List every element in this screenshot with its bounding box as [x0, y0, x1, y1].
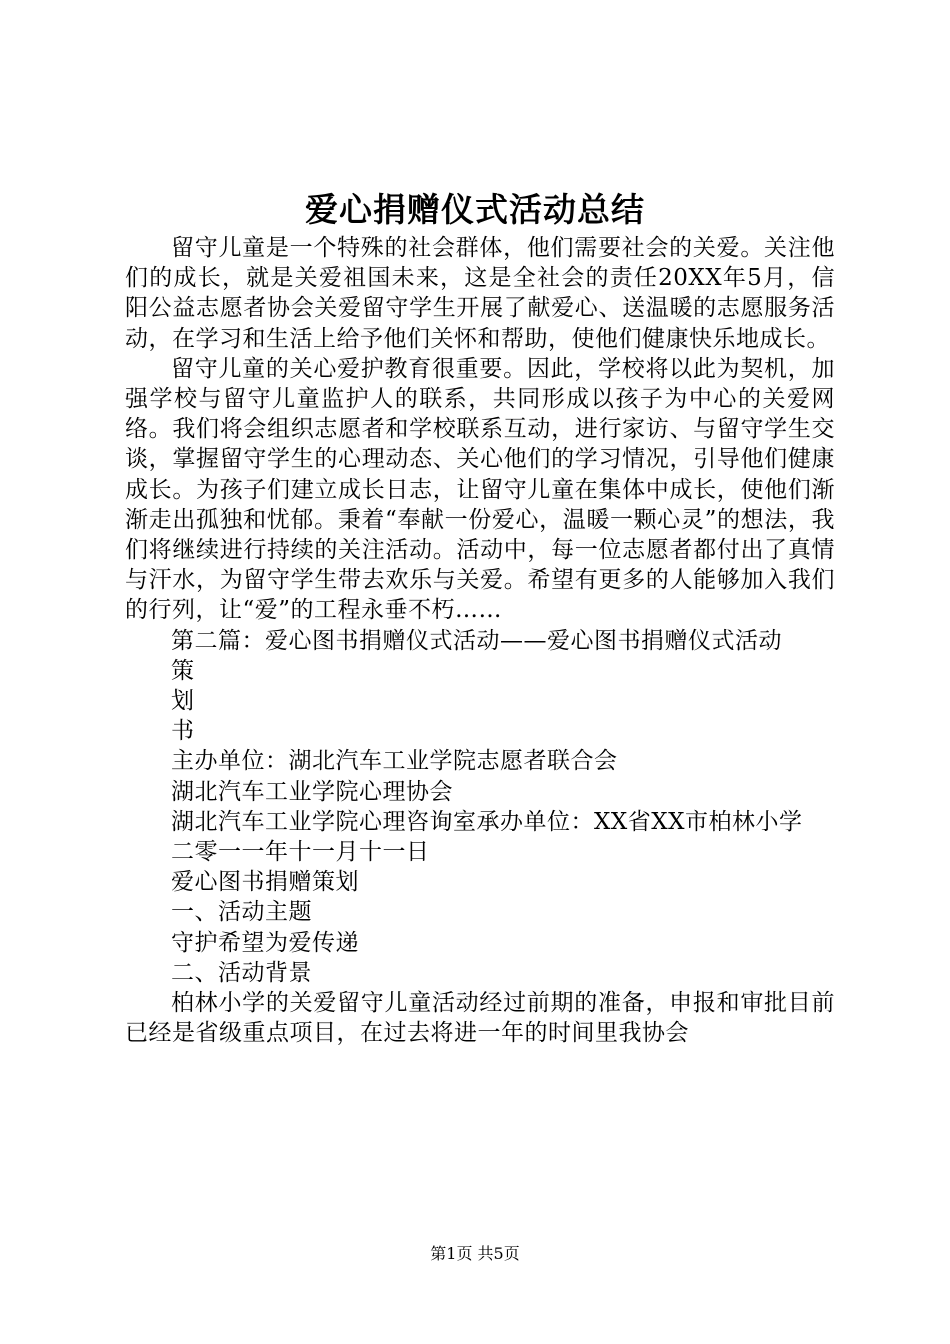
- paragraph-plan-char-2: 划: [171, 688, 195, 715]
- paragraph-care-education: 留守儿童的关心爱护教育很重要。因此，学校将以此为契机，加强学校与留守儿童监护人的联系，共同形成以孩子为中心的关爱网络。我们将会组织志愿者和学校联系互动，进行家访、与留守学生交谈，掌握留守学生的心理动态、关心他们的学习情况，引导他们健康成长。为孩子们建立成长日志，让留守儿童在集体中成长，使他们渐渐走出孤独和忧郁。秉着“奉献一份爱心，温暖一颗心灵”的想法，我们将继续进行持续的关注活动。活动中，每一位志愿者都付出了真情与汗水，为留守学生带去欢乐与关爱。希望有更多的人能够加入我们的行列，让“爱”的工程永垂不朽……: [125, 355, 835, 624]
- paragraph-theme-text: 守护希望为爱传递: [171, 929, 359, 956]
- paragraph-background-text: 柏林小学的关爱留守儿童活动经过前期的准备，申报和审批目前已经是省级重点项目，在过去将进一年的时间里我协会: [125, 990, 835, 1047]
- paragraph-plan-char-1: 策: [171, 657, 195, 684]
- paragraph-intro: 留守儿童是一个特殊的社会群体，他们需要社会的关爱。关注他们的成长，就是关爱祖国未来，这是全社会的责任20XX年5月，信阳公益志愿者协会关爱留守学生开展了献爱心、送温暖的志愿服务活动，在学习和生活上给予他们关怀和帮助，使他们健康快乐地成长。: [125, 235, 835, 352]
- document-body: [125, 233, 835, 1048]
- paragraph-organizer-unit: 湖北汽车工业学院心理咨询室承办单位：XX省XX市柏林小学: [171, 808, 803, 835]
- paragraph-date: 二零一一年十一月十一日: [171, 839, 430, 866]
- paragraph-section-theme: 一、活动主题: [171, 899, 312, 926]
- paragraph-plan-title: 爱心图书捐赠策划: [171, 869, 359, 896]
- paragraph-plan-char-3: 书: [171, 718, 195, 745]
- document-title: 爱心捐赠仪式活动总结: [305, 190, 645, 229]
- paragraph-host-unit: 主办单位：湖北汽车工业学院志愿者联合会: [171, 748, 618, 775]
- paragraph-second-article-heading: 第二篇：爱心图书捐赠仪式活动——爱心图书捐赠仪式活动: [171, 627, 782, 654]
- paragraph-psych-association: 湖北汽车工业学院心理协会: [171, 778, 453, 805]
- paragraph-section-background: 二、活动背景: [171, 959, 312, 986]
- page-footer: 第1页 共5页: [430, 1244, 520, 1263]
